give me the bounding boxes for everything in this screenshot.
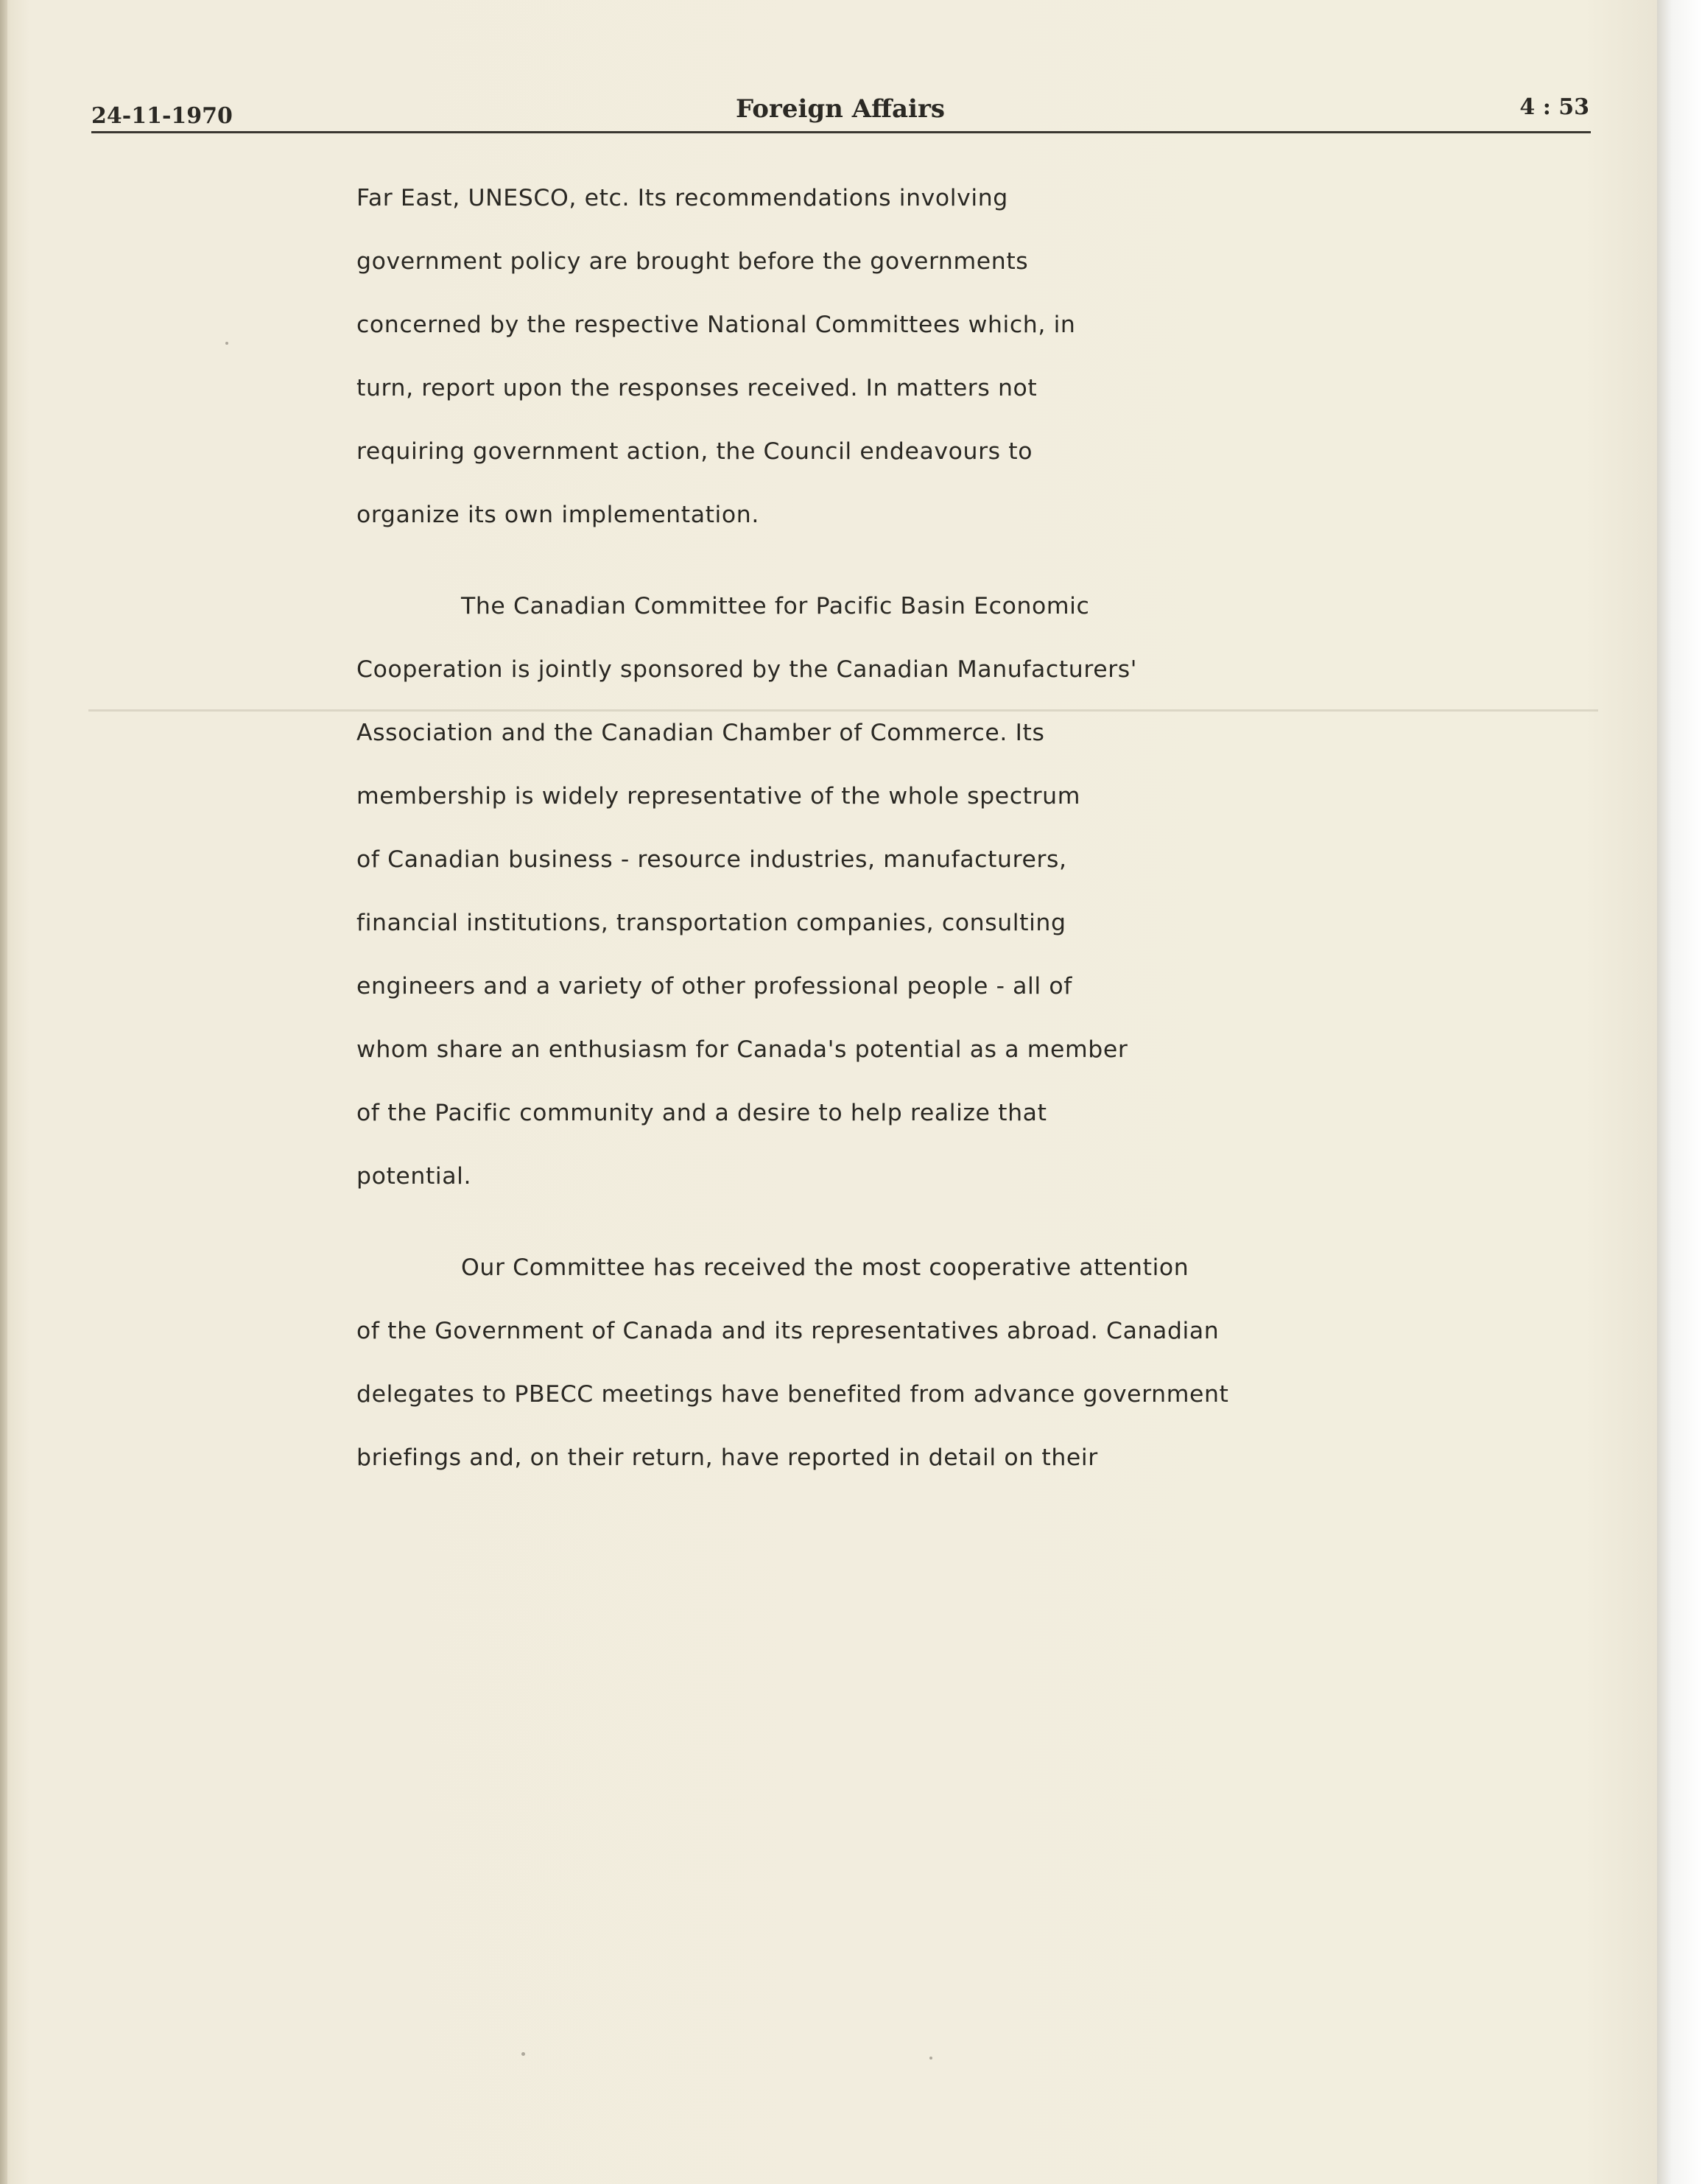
binding-spine — [0, 0, 7, 2184]
text-line: briefings and, on their return, have reported in detail on their — [356, 1444, 1098, 1471]
text-line: The Canadian Committee for Pacific Basin Economic — [461, 593, 1090, 619]
paper-speck — [225, 342, 228, 345]
text-line: government policy are brought before the governments — [356, 248, 1029, 275]
text-line: Association and the Canadian Chamber of Commerce. Its — [356, 720, 1045, 746]
body-text — [356, 177, 1388, 1500]
paragraph-gap — [356, 557, 1388, 585]
text-line: Cooperation is jointly sponsored by the Canadian Manufacturers' — [356, 656, 1138, 683]
text-line: concerned by the respective National Committees which, in — [356, 312, 1076, 338]
text-line: whom share an enthusiasm for Canada's potential as a member — [356, 1036, 1128, 1063]
text-line: of the Government of Canada and its representatives abroad. Canadian — [356, 1318, 1220, 1344]
text-line: delegates to PBECC meetings have benefited from advance government — [356, 1381, 1229, 1408]
header-rule — [91, 131, 1591, 133]
text-line: Our Committee has received the most cooperative attention — [461, 1254, 1189, 1281]
running-header — [91, 94, 1589, 133]
text-line: of Canadian business - resource industries, manufacturers, — [356, 846, 1067, 873]
paragraph — [356, 1246, 1388, 1500]
header-date: 24-11-1970 — [91, 103, 233, 129]
text-line: engineers and a variety of other professional people - all of — [356, 973, 1072, 1000]
text-line: membership is widely representative of the whole spectrum — [356, 783, 1080, 810]
page-edge — [1657, 0, 1702, 2184]
header-title: Foreign Affairs — [735, 94, 946, 124]
text-line: organize its own implementation. — [356, 502, 759, 528]
paper-speck — [521, 2052, 525, 2056]
paragraph-gap — [356, 1218, 1388, 1246]
text-line: requiring government action, the Council endeavours to — [356, 438, 1033, 465]
text-line: potential. — [356, 1163, 472, 1190]
text-line: turn, report upon the responses received. In matters not — [356, 375, 1038, 401]
paragraph — [356, 177, 1388, 557]
text-line: financial institutions, transportation companies, consulting — [356, 910, 1066, 936]
paragraph — [356, 585, 1388, 1218]
paper-speck — [929, 2057, 932, 2060]
text-line: Far East, UNESCO, etc. Its recommendations involving — [356, 185, 1008, 211]
header-page-number: 4 : 53 — [1519, 94, 1589, 120]
text-line: of the Pacific community and a desire to help realize that — [356, 1100, 1047, 1126]
